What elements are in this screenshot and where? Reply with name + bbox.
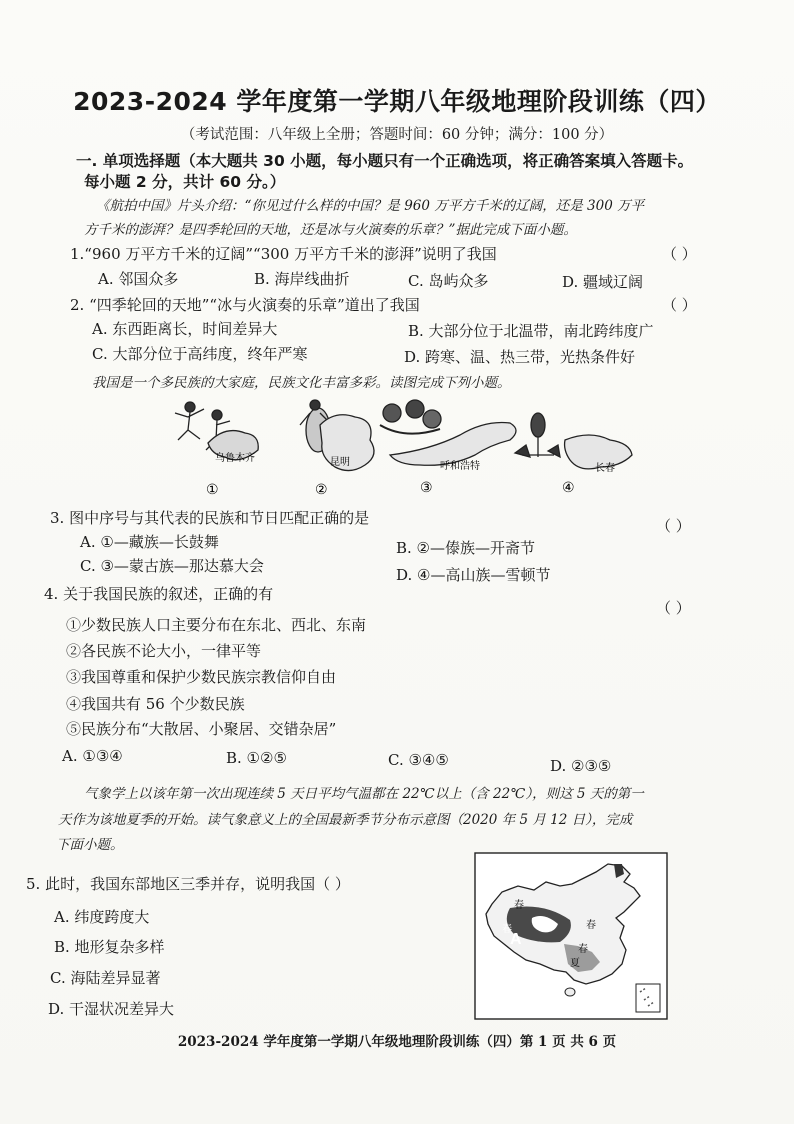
section-heading-line2: 每小题 2 分，共计 60 分。） xyxy=(84,173,286,191)
figure-label-changchun: 长春 xyxy=(595,463,615,474)
q1-option-b[interactable]: B. 海岸线曲折 xyxy=(254,270,350,288)
map-label-spring-1: 春 xyxy=(514,900,524,911)
figure-num-3: ③ xyxy=(420,480,433,496)
figure-num-4: ④ xyxy=(562,480,575,496)
q1-answer-blank[interactable]: （ ） xyxy=(662,245,697,263)
q4-option-a[interactable]: A. ①③④ xyxy=(62,747,123,765)
q5-option-a[interactable]: A. 纬度跨度大 xyxy=(54,908,150,926)
intro2: 我国是一个多民族的大家庭，民族文化丰富多彩。读图完成下列小题。 xyxy=(92,375,511,391)
figure-panel-3 xyxy=(380,400,516,465)
intro1-line1: 《航拍中国》片头介绍：“你见过什么样的中国？是 960 万平方千米的辽阔，还是 300 万平 xyxy=(96,198,645,214)
q2-option-d[interactable]: D. 跨寒、温、热三带，光热条件好 xyxy=(404,348,636,366)
q4-answer-blank[interactable]: （ ） xyxy=(656,599,691,617)
q4-statement-2: ②各民族不论大小，一律平等 xyxy=(66,642,262,660)
map-label-spring-2: 春 xyxy=(502,924,512,935)
q4-option-b[interactable]: B. ①②⑤ xyxy=(226,749,287,767)
page-footer: 2023-2024 学年度第一学期八年级地理阶段训练（四）第 1 页 共 6 页 xyxy=(177,1034,617,1050)
intro3-line2: 天作为该地夏季的开始。读气象意义上的全国最新季节分布示意图（2020 年 5 月 12 日），完成 xyxy=(58,812,633,828)
section-heading-line1: 一. 单项选择题（本大题共 30 小题，每小题只有一个正确选项，将正确答案填入答题卡。 xyxy=(76,152,694,170)
map-label-a: A xyxy=(510,931,522,948)
intro1-line2: 方千米的澎湃？是四季轮回的天地，还是冰与火演奏的乐章？”据此完成下面小题。 xyxy=(84,222,577,238)
q5-option-b[interactable]: B. 地形复杂多样 xyxy=(54,938,165,956)
exam-info: （考试范围：八年级上全册；答题时间：60 分钟；满分：100 分） xyxy=(180,127,614,143)
figure-panel-1 xyxy=(175,402,258,460)
q2-option-a[interactable]: A. 东西距离长，时间差异大 xyxy=(92,320,278,338)
q2-option-c[interactable]: C. 大部分位于高纬度，终年严寒 xyxy=(92,345,308,363)
q3-stem: 3. 图中序号与其代表的民族和节日匹配正确的是 xyxy=(50,509,370,527)
page-title: 2023-2024 学年度第一学期八年级地理阶段训练（四） xyxy=(73,87,721,116)
q1-option-c[interactable]: C. 岛屿众多 xyxy=(408,272,489,290)
q4-statement-3: ③我国尊重和保护少数民族宗教信仰自由 xyxy=(66,668,337,686)
q4-statement-1: ①少数民族人口主要分布在东北、西北、东南 xyxy=(66,616,367,634)
figure-label-urumqi: 乌鲁木齐 xyxy=(215,453,255,464)
q3-answer-blank[interactable]: （ ） xyxy=(656,517,691,535)
season-distribution-map xyxy=(474,852,668,1020)
q3-option-b[interactable]: B. ②—傣族—开斋节 xyxy=(396,539,536,557)
intro3-line1: 气象学上以该年第一次出现连续 5 天日平均气温都在 22℃以上（含 22℃），则这 5 天的第一 xyxy=(84,786,644,802)
q4-statement-5: ⑤民族分布“大散居、小聚居、交错杂居” xyxy=(66,720,337,738)
map-label-spring-3: 春 xyxy=(586,920,596,931)
q1-option-a[interactable]: A. 邻国众多 xyxy=(98,270,179,288)
q4-option-c[interactable]: C. ③④⑤ xyxy=(388,751,449,769)
q3-option-a[interactable]: A. ①—藏族—长鼓舞 xyxy=(80,533,219,551)
q3-option-d[interactable]: D. ④—高山族—雪顿节 xyxy=(396,566,551,584)
q3-option-c[interactable]: C. ③—蒙古族—那达慕大会 xyxy=(80,557,264,575)
q2-option-b[interactable]: B. 大部分位于北温带，南北跨纬度广 xyxy=(408,322,654,340)
q1-stem: 1.“960 万平方千米的辽阔”“300 万平方千米的澎湃”说明了我国 xyxy=(70,245,497,263)
figure-panel-4 xyxy=(515,413,632,469)
q2-answer-blank[interactable]: （ ） xyxy=(662,296,697,314)
figure-label-kunming: 昆明 xyxy=(330,457,350,468)
intro3-line3: 下面小题。 xyxy=(56,837,124,853)
q1-option-d[interactable]: D. 疆域辽阔 xyxy=(562,273,644,291)
q5-option-d[interactable]: D. 干湿状况差异大 xyxy=(48,1000,175,1018)
q2-stem: 2. “四季轮回的天地”“冰与火演奏的乐章”道出了我国 xyxy=(70,296,420,314)
figure-label-hohhot: 呼和浩特 xyxy=(440,461,480,472)
q4-stem: 4. 关于我国民族的叙述，正确的有 xyxy=(44,585,274,603)
figure-num-1: ① xyxy=(206,482,219,498)
map-label-summer: 夏 xyxy=(570,958,580,969)
ethnic-groups-figure xyxy=(170,395,640,500)
q4-statement-4: ④我国共有 56 个少数民族 xyxy=(66,695,245,713)
q5-option-c[interactable]: C. 海陆差异显著 xyxy=(50,969,161,987)
q4-option-d[interactable]: D. ②③⑤ xyxy=(550,757,612,775)
map-label-spring-4: 春 xyxy=(578,944,588,955)
figure-num-2: ② xyxy=(315,482,328,498)
q5-stem: 5. 此时，我国东部地区三季并存，说明我国（ ） xyxy=(26,875,350,893)
